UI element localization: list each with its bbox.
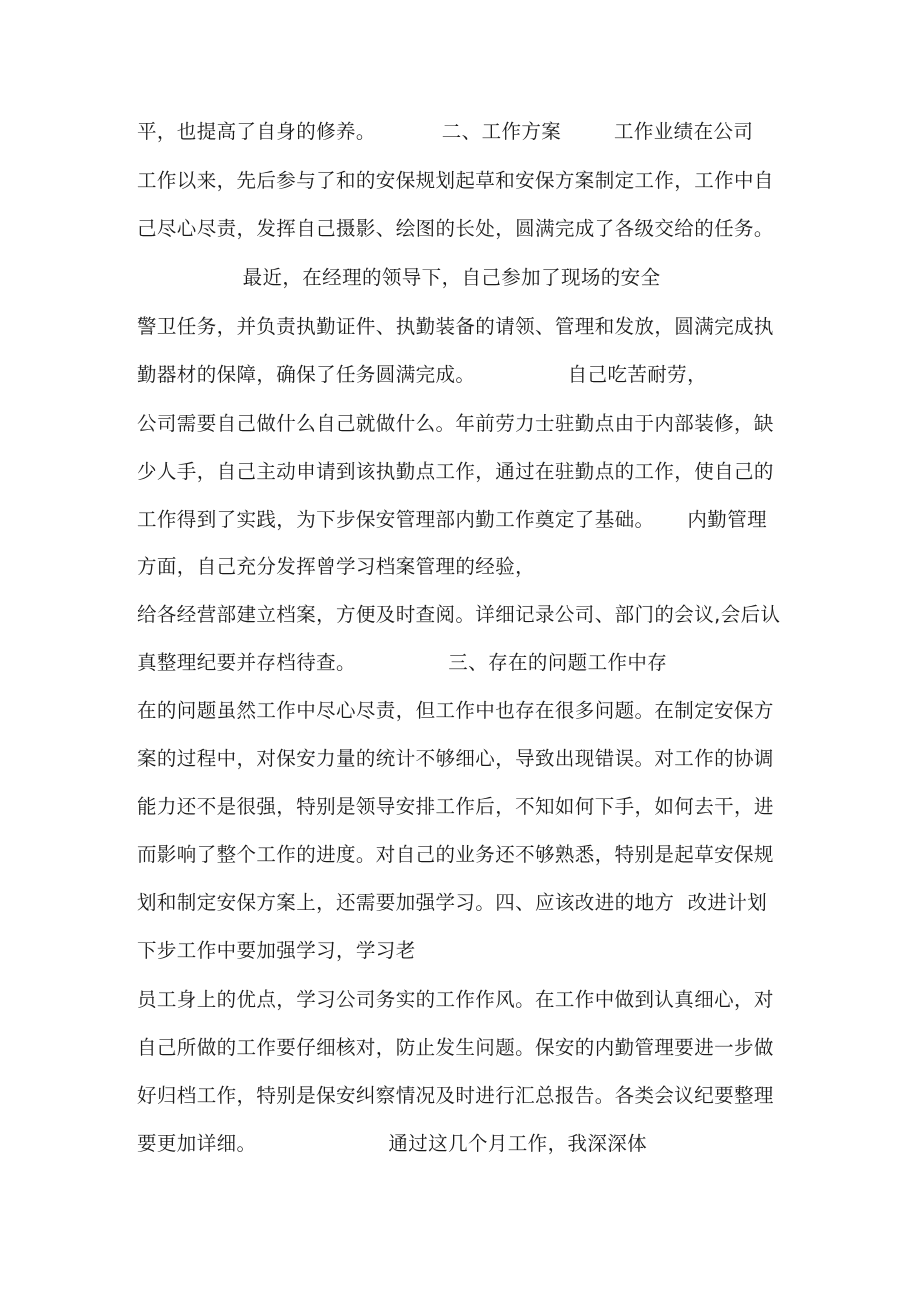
- text-line: 能力还不是很强，特别是领导安排工作后，不知如何下手，如何去干，进: [137, 795, 774, 818]
- text-line: 勤器材的保障，确保了任务圆满完成。 自己吃苦耐劳，: [137, 363, 707, 386]
- text-line: 给各经营部建立档案，方便及时查阅。详细记录公司、部门的会议,会后认: [137, 603, 781, 626]
- text-line: 自己所做的工作要仔细核对，防止发生问题。保安的内勤管理要进一步做: [137, 1036, 774, 1059]
- text-line: 而影响了整个工作的进度。对自己的业务还不够熟悉，特别是起草安保规: [137, 843, 774, 866]
- text-line: 案的过程中，对保安力量的统计不够细心，导致出现错误。对工作的协调: [137, 747, 774, 770]
- text-line: 少人手，自己主动申请到该执勤点工作，通过在驻勤点的工作，使自己的: [137, 460, 774, 483]
- text-line: 下步工作中要加强学习，学习老: [137, 939, 416, 962]
- text-line: 员工身上的优点，学习公司务实的工作作风。在工作中做到认真细心，对: [137, 988, 774, 1011]
- text-line: 真整理纪要并存档待查。 三、存在的问题工作中存: [137, 651, 668, 674]
- text-line: 最近，在经理的领导下，自己参加了现场的安全: [137, 266, 661, 289]
- text-line: 要更加详细。 通过这几个月工作，我深深体: [137, 1132, 648, 1155]
- text-line: 工作以来，先后参与了和的安保规划起草和安保方案制定工作，工作中自: [137, 169, 774, 192]
- text-line: 好归档工作，特别是保安纠察情况及时进行汇总报告。各类会议纪要整理: [137, 1084, 774, 1107]
- text-line: 警卫任务，并负责执勤证件、执勤装备的请领、管理和发放，圆满完成执: [137, 315, 774, 338]
- text-line: 在的问题虽然工作中尽心尽责，但工作中也存在很多问题。在制定安保方: [137, 699, 774, 722]
- text-line: 平，也提高了自身的修养。 二、工作方案 工作业绩在公司: [137, 120, 754, 143]
- text-line: 己尽心尽责，发挥自己摄影、绘图的长处，圆满完成了各级交给的任务。: [137, 217, 774, 240]
- text-line: 工作得到了实践，为下步保安管理部内勤工作奠定了基础。 内勤管理: [137, 508, 767, 531]
- text-line: 公司需要自己做什么自己就做什么。年前劳力士驻勤点由于内部装修，缺: [137, 412, 774, 435]
- text-line: 方面，自己充分发挥曾学习档案管理的经验，: [137, 555, 536, 578]
- text-line: 划和制定安保方案上，还需要加强学习。四、应该改进的地方 改进计划: [137, 891, 768, 914]
